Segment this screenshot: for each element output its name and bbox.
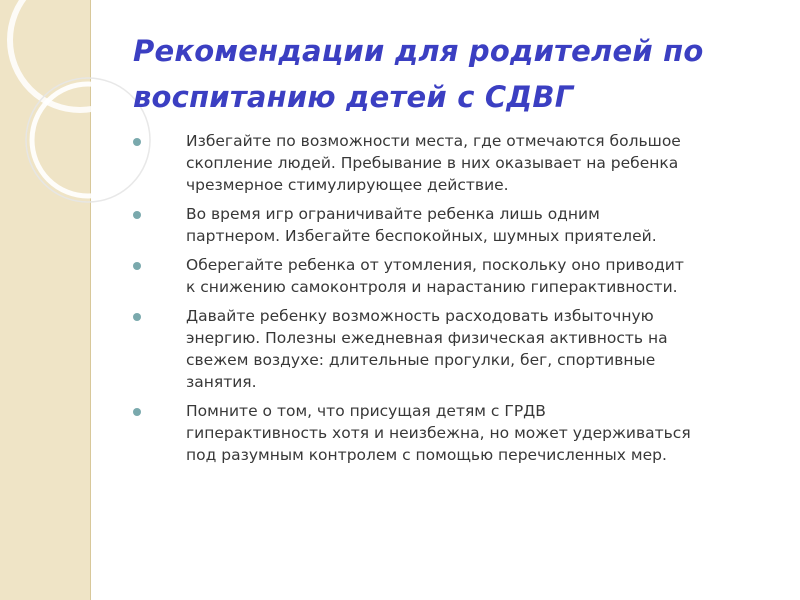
recommendation-text: Оберегайте ребенка от утомления, поскольку оно приводит к снижению самоконтроля и нарастанию гиперактивности. — [186, 256, 684, 296]
recommendation-text: Давайте ребенку возможность расходовать избыточную энергию. Полезны ежедневная физическая активность на свежем воздухе: длительные прогулки, бег, спортивные занятия. — [186, 307, 668, 391]
recommendation-item — [133, 254, 783, 298]
recommendation-text: Помните о том, что присущая детям с ГРДВ гиперактивность хотя и неизбежна, но может удерживаться под разумным контролем с помощью перечисленных мер. — [186, 402, 691, 464]
decorative-circle-medium — [32, 84, 144, 196]
recommendation-item — [133, 305, 783, 393]
bullet-dot-icon — [133, 262, 141, 270]
bullet-dot-icon — [133, 408, 141, 416]
slide-title — [133, 28, 773, 120]
recommendation-text: Избегайте по возможности места, где отмечаются большое скопление людей. Пребывание в них оказывает на ребенка чрезмерное стимулирующее действие. — [186, 132, 681, 194]
recommendation-item — [133, 203, 783, 247]
recommendation-list — [133, 130, 783, 473]
bullet-dot-icon — [133, 211, 141, 219]
slide-title-line-2: воспитанию детей с СДВГ — [133, 80, 574, 114]
bullet-dot-icon — [133, 138, 141, 146]
decorative-circle-outline — [26, 78, 150, 202]
recommendation-text: Во время игр ограничивайте ребенка лишь одним партнером. Избегайте беспокойных, шумных приятелей. — [186, 205, 657, 245]
slide-title-line-1: Рекомендации для родителей по — [133, 34, 704, 68]
recommendation-item — [133, 400, 783, 466]
bullet-dot-icon — [133, 313, 141, 321]
recommendation-item — [133, 130, 783, 196]
